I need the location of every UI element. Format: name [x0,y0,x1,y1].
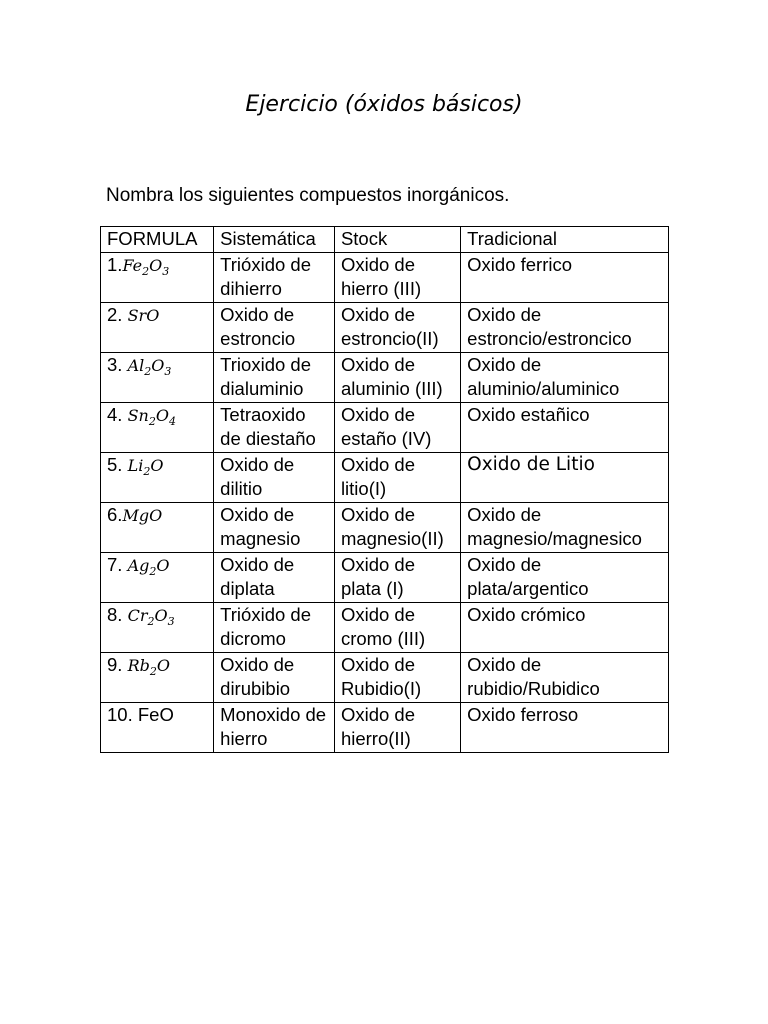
chemical-formula [127,406,176,429]
formula-symbol: O [156,656,170,675]
formula-subscript: 2 [148,415,156,429]
stock-cell: Oxido de hierro(II) [334,703,460,753]
tradicional-cell: Oxido ferrico [461,253,669,303]
formula-cell [101,453,214,503]
table-row [101,453,669,503]
page-title: Ejercicio (óxidos básicos) [245,92,523,117]
formula-cell [101,703,214,753]
sistematica-cell: Oxido de dirubibio [214,653,335,703]
stock-cell: Oxido de aluminio (III) [334,353,460,403]
formula-subscript: 3 [167,615,175,629]
stock-cell: Oxido de litio(I) [334,453,460,503]
formula-subscript: 2 [147,615,155,629]
formula-symbol: O [155,406,169,425]
formula-symbol: Rb [127,656,150,675]
formula-subscript: 2 [143,465,151,479]
stock-cell: Oxido de hierro (III) [334,253,460,303]
row-number: 9. [107,654,128,675]
tradicional-cell: Oxido de estroncio/estroncico [461,303,669,353]
formula-subscript: 4 [168,415,176,429]
row-number: 2. [107,304,128,325]
stock-cell: Oxido de Rubidio(I) [334,653,460,703]
table-row [101,653,669,703]
chemical-formula [122,256,170,279]
tradicional-cell: Oxido estañico [461,403,669,453]
chemical-formula [127,606,175,629]
stock-cell: Oxido de estaño (IV) [334,403,460,453]
stock-cell: Oxido de plata (I) [334,553,460,603]
header-sistematica: Sistemática [214,227,335,253]
sistematica-cell: Oxido de dilitio [214,453,335,503]
sistematica-cell: Monoxido de hierro [214,703,335,753]
formula-symbol: Sn [127,406,149,425]
chemical-formula [127,456,164,479]
formula-cell [101,553,214,603]
formula-cell [101,303,214,353]
tradicional-cell: Oxido de magnesio/magnesico [461,503,669,553]
stock-cell: Oxido de cromo (III) [334,603,460,653]
sistematica-cell: Oxido de estroncio [214,303,335,353]
chemical-formula [127,356,172,379]
table-row [101,603,669,653]
row-number: 10. FeO [107,704,174,725]
formula-subscript: 2 [149,665,157,679]
stock-cell: Oxido de magnesio(II) [334,503,460,553]
formula-symbol: Ag [127,556,150,575]
formula-subscript: 3 [162,265,170,279]
row-number: 3. [107,354,128,375]
table-row [101,503,669,553]
header-tradicional: Tradicional [461,227,669,253]
row-number: 5. [107,454,128,475]
formula-subscript: 2 [142,265,150,279]
tradicional-cell: Oxido de aluminio/aluminico [461,353,669,403]
table-header-row [101,227,669,253]
sistematica-cell: Oxido de diplata [214,553,335,603]
tradicional-cell: Oxido de plata/argentico [461,553,669,603]
formula-symbol: Fe [122,256,143,275]
sistematica-cell: Trióxido de dicromo [214,603,335,653]
sistematica-cell: Trioxido de dialuminio [214,353,335,403]
tradicional-cell: Oxido ferroso [461,703,669,753]
table-row [101,353,669,403]
tradicional-cell: Oxido crómico [461,603,669,653]
formula-cell [101,353,214,403]
formula-symbol: O [151,356,165,375]
chemical-formula [128,306,160,325]
instruction-text: Nombra los siguientes compuestos inorgánicos. [106,185,510,206]
formula-symbol: O [150,456,164,475]
sistematica-cell: Trióxido de dihierro [214,253,335,303]
table-row [101,303,669,353]
formula-cell [101,403,214,453]
row-number: 6. [107,504,123,525]
tradicional-cell: Oxido de rubidio/Rubidico [461,653,669,703]
tradicional-cell: Oxido de Litio [461,453,669,503]
table-row [101,703,669,753]
formula-cell [101,603,214,653]
row-number: 1. [107,254,123,275]
formula-symbol: SrO [127,306,160,325]
row-number: 8. [107,604,128,625]
formula-subscript: 2 [149,565,157,579]
row-number: 7. [107,554,128,575]
formula-symbol: Li [127,456,144,475]
chemical-formula [122,506,162,525]
table-row [101,403,669,453]
sistematica-cell: Tetraoxido de diestaño [214,403,335,453]
formula-symbol: MgO [122,506,163,525]
table-row [101,553,669,603]
header-stock: Stock [334,227,460,253]
chemical-formula [127,556,170,579]
formula-symbol: O [154,606,168,625]
oxides-table [100,226,669,753]
formula-symbol: Al [127,356,145,375]
formula-cell [101,653,214,703]
formula-symbol: O [149,256,163,275]
formula-cell [101,253,214,303]
table-row [101,253,669,303]
header-formula: FORMULA [101,227,214,253]
chemical-formula [127,656,170,679]
sistematica-cell: Oxido de magnesio [214,503,335,553]
row-number: 4. [107,404,128,425]
formula-symbol: Cr [127,606,148,625]
stock-cell: Oxido de estroncio(II) [334,303,460,353]
formula-subscript: 2 [144,365,152,379]
formula-cell [101,503,214,553]
formula-symbol: O [156,556,170,575]
formula-subscript: 3 [164,365,172,379]
